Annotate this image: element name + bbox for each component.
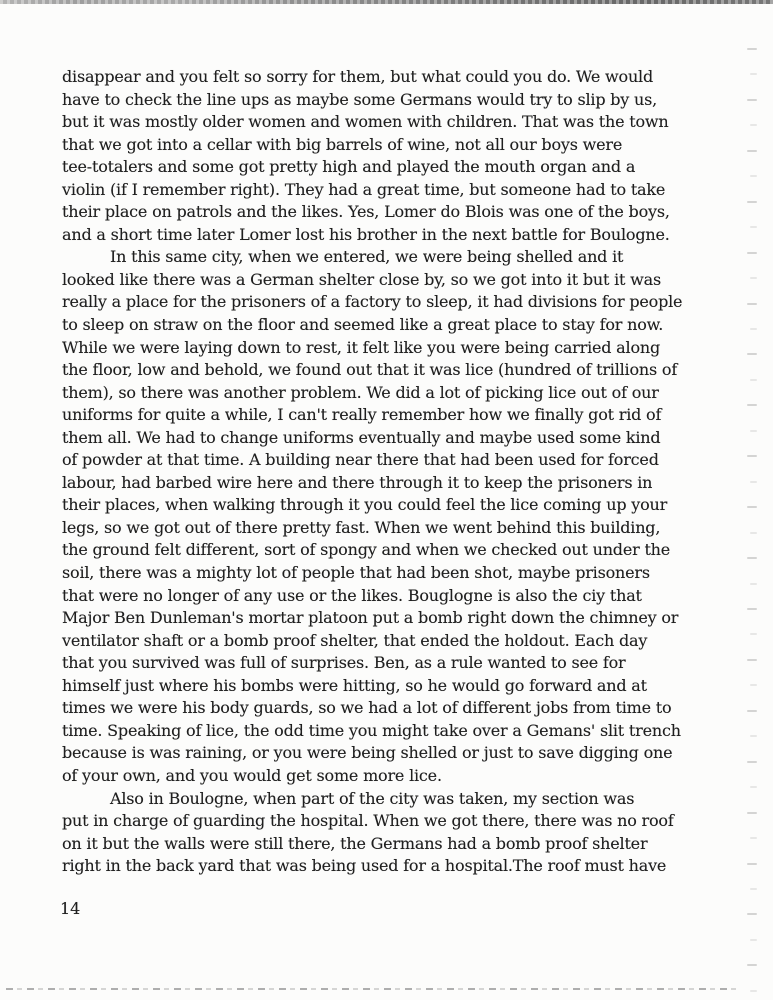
text-line: tee-totalers and some got pretty high and played the mouth organ and a <box>62 157 636 177</box>
binding-mark <box>750 786 757 788</box>
text-line: the ground felt different, sort of spongy and when we checked out under the <box>62 540 671 560</box>
text-line: looked like there was a German shelter close by, so we got into it but it was <box>62 269 661 289</box>
binding-mark <box>750 939 757 941</box>
binding-mark <box>747 150 757 152</box>
text-line: time. Speaking of lice, the odd time you might take over a Gemans' slit trench <box>62 720 681 740</box>
scan-edge-bottom <box>6 988 736 990</box>
text-line: that you survived was full of surprises. Ben, as a rule wanted to see for <box>62 653 626 673</box>
text-line: Major Ben Dunleman's mortar platoon put a bomb right down the chimney or <box>62 608 679 628</box>
text-line: Also in Boulogne, when part of the city was taken, my section was <box>110 788 635 808</box>
text-line: their places, when walking through it you could feel the lice coming up your <box>62 495 668 515</box>
text-line: the floor, low and behold, we found out that it was lice (hundred of trillions of <box>62 360 678 380</box>
binding-mark <box>747 252 757 254</box>
binding-mark <box>750 532 757 534</box>
binding-mark <box>750 226 757 228</box>
binding-mark <box>750 379 757 381</box>
binding-mark <box>747 404 757 406</box>
text-line: that we got into a cellar with big barrels of wine, not all our boys were <box>62 134 623 154</box>
binding-mark <box>750 583 757 585</box>
page-text <box>62 66 762 878</box>
text-line: violin (if I remember right). They had a great time, but someone had to take <box>62 179 666 199</box>
binding-mark <box>747 303 757 305</box>
scan-edge-top <box>0 0 773 4</box>
text-line: himself just where his bombs were hitting, so he would go forward and at <box>62 675 647 695</box>
binding-mark <box>750 481 757 483</box>
binding-mark <box>747 863 757 865</box>
binding-mark <box>747 557 757 559</box>
binding-mark <box>750 837 757 839</box>
text-line: their place on patrols and the likes. Yes, Lomer do Blois was one of the boys, <box>62 202 670 222</box>
binding-mark <box>747 964 757 966</box>
binding-mark <box>747 608 757 610</box>
binding-mark <box>747 353 757 355</box>
text-line: them), so there was another problem. We did a lot of picking lice out of our <box>62 382 659 402</box>
binding-mark <box>750 684 757 686</box>
binding-mark <box>750 277 757 279</box>
binding-mark <box>747 506 757 508</box>
text-line: really a place for the prisoners of a factory to sleep, it had divisions for people <box>62 292 683 312</box>
binding-mark <box>750 430 757 432</box>
text-line: and a short time later Lomer lost his brother in the next battle for Boulogne. <box>62 224 670 244</box>
binding-mark <box>750 175 757 177</box>
binding-mark <box>747 201 757 203</box>
binding-mark <box>750 888 757 890</box>
text-line: In this same city, when we entered, we were being shelled and it <box>110 247 624 267</box>
text-line: legs, so we got out of there pretty fast. When we went behind this building, <box>62 517 661 537</box>
binding-marks <box>745 48 757 992</box>
text-line: that were no longer of any use or the likes. Bouglogne is also the ciy that <box>62 585 642 605</box>
text-line: times we were his body guards, so we had a lot of different jobs from time to <box>62 698 672 718</box>
binding-mark <box>747 913 757 915</box>
page-number: 14 <box>60 899 81 918</box>
binding-mark <box>750 328 757 330</box>
binding-mark <box>747 812 757 814</box>
text-line: uniforms for quite a while, I can't really remember how we finally got rid of <box>62 405 662 425</box>
binding-mark <box>750 990 757 992</box>
text-line: have to check the line ups as maybe some Germans would try to slip by us, <box>62 89 658 109</box>
binding-mark <box>750 633 757 635</box>
text-line: of powder at that time. A building near there that had been used for forced <box>62 450 659 470</box>
binding-mark <box>747 659 757 661</box>
binding-mark <box>747 455 757 457</box>
text-line: labour, had barbed wire here and there through it to keep the prisoners in <box>62 472 653 492</box>
text-line: to sleep on straw on the floor and seemed like a great place to stay for now. <box>62 315 664 335</box>
binding-mark <box>747 761 757 763</box>
binding-mark <box>747 99 757 101</box>
binding-mark <box>750 73 757 75</box>
text-line: because is was raining, or you were being shelled or just to save digging one <box>62 743 673 763</box>
text-line: ventilator shaft or a bomb proof shelter, that ended the holdout. Each day <box>62 630 648 650</box>
text-line: them all. We had to change uniforms eventually and maybe used some kind <box>62 427 661 447</box>
binding-mark <box>747 710 757 712</box>
text-line: but it was mostly older women and women with children. That was the town <box>62 112 669 132</box>
text-line: While we were laying down to rest, it felt like you were being carried along <box>62 337 661 357</box>
text-line: right in the back yard that was being used for a hospital.The roof must have <box>62 856 667 876</box>
text-line: put in charge of guarding the hospital. When we got there, there was no roof <box>62 811 674 831</box>
text-line: soil, there was a mighty lot of people that had been shot, maybe prisoners <box>62 563 650 583</box>
binding-mark <box>747 48 757 50</box>
text-line: disappear and you felt so sorry for them, but what could you do. We would <box>62 67 654 86</box>
text-line: on it but the walls were still there, the Germans had a bomb proof shelter <box>62 833 648 853</box>
binding-mark <box>750 735 757 737</box>
binding-mark <box>750 124 757 126</box>
text-line: of your own, and you would get some more lice. <box>62 765 442 785</box>
